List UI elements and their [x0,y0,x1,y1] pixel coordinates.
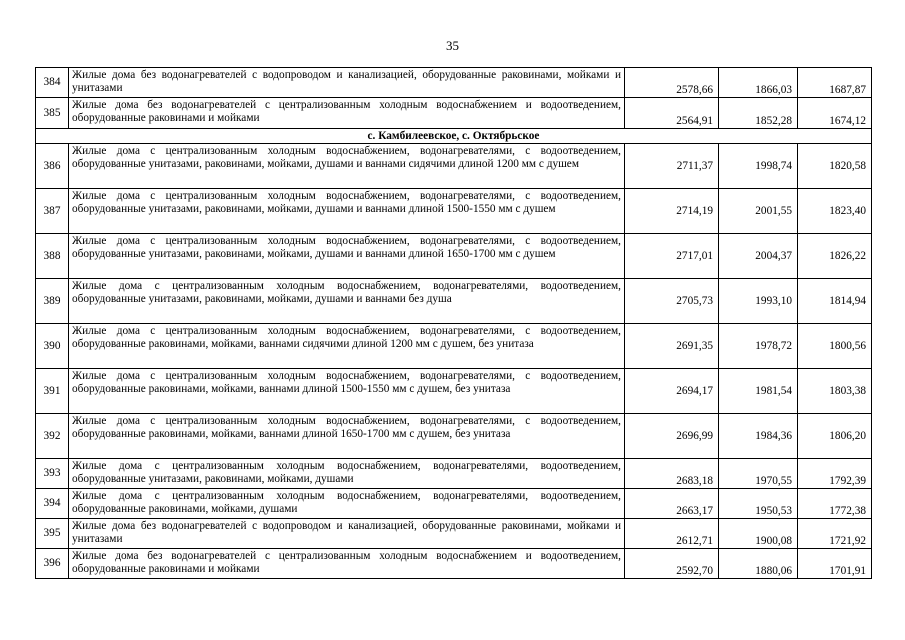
row-number: 396 [36,549,69,579]
row-description: Жилые дома с централизованным холодным водоснабжением, водонагревателями, с водоотведением, оборудованные унитазами, раковинами, мойками, душами и ваннами сидячими длиной 1200 мм с душем [69,144,625,189]
row-description: Жилые дома без водонагревателей с водопроводом и канализацией, оборудованные раковинами, мойками и унитазами [69,519,625,549]
row-value-2: 1866,03 [719,68,798,98]
table-row [36,324,872,369]
row-number: 392 [36,414,69,459]
row-value-1: 2711,37 [625,144,719,189]
row-number: 388 [36,234,69,279]
tariff-table-body [36,68,872,579]
row-description: Жилые дома с централизованным холодным водоснабжением, водонагревателями, водоотведением, оборудованные унитазами, раковинами, мойками, душами и ваннами без душа [69,279,625,324]
row-description: Жилые дома без водонагревателей с централизованным холодным водоснабжением и водоотведением, оборудованные раковинами и мойками [69,549,625,579]
row-value-2: 1950,53 [719,489,798,519]
row-value-3: 1701,91 [798,549,872,579]
row-description: Жилые дома без водонагревателей с водопроводом и канализацией, оборудованные раковинами, мойками и унитазами [69,68,625,98]
section-header-row [36,129,872,144]
table-row [36,234,872,279]
row-description: Жилые дома с централизованным холодным водоснабжением, водонагревателями, водоотведением, оборудованные унитазами, раковинами, мойками, душами [69,459,625,489]
row-number: 389 [36,279,69,324]
row-value-2: 1978,72 [719,324,798,369]
row-number: 390 [36,324,69,369]
row-description: Жилые дома с централизованным холодным водоснабжением, водонагревателями, с водоотведением, оборудованные раковинами, мойками, ваннами сидячими длиной 1200 мм с душем, без унитаза [69,324,625,369]
row-value-1: 2694,17 [625,369,719,414]
row-number: 385 [36,98,69,129]
row-description: Жилые дома с централизованным холодным водоснабжением, водонагревателями, с водоотведением, оборудованные раковинами, мойками, ваннами длиной 1500-1550 мм с душем, без унитаза [69,369,625,414]
row-value-2: 2001,55 [719,189,798,234]
row-value-3: 1803,38 [798,369,872,414]
row-number: 386 [36,144,69,189]
tariff-table [35,67,872,579]
row-value-2: 1970,55 [719,459,798,489]
row-description: Жилые дома с централизованным холодным водоснабжением, водонагревателями, с водоотведением, оборудованные раковинами, мойками, ваннами длиной 1650-1700 мм с душем, без унитаза [69,414,625,459]
row-number: 391 [36,369,69,414]
row-value-2: 1981,54 [719,369,798,414]
row-value-3: 1792,39 [798,459,872,489]
row-value-3: 1800,56 [798,324,872,369]
section-title: с. Камбилеевское, с. Октябрьское [36,129,872,144]
table-row [36,369,872,414]
table-row [36,144,872,189]
row-value-3: 1820,58 [798,144,872,189]
row-description: Жилые дома без водонагревателей с централизованным холодным водоснабжением и водоотведением, оборудованные раковинами и мойками [69,98,625,129]
row-value-3: 1674,12 [798,98,872,129]
row-number: 393 [36,459,69,489]
table-row [36,68,872,98]
table-row [36,414,872,459]
row-value-1: 2612,71 [625,519,719,549]
row-value-1: 2578,66 [625,68,719,98]
row-value-3: 1721,92 [798,519,872,549]
table-row [36,489,872,519]
row-value-3: 1814,94 [798,279,872,324]
row-value-2: 2004,37 [719,234,798,279]
row-value-3: 1826,22 [798,234,872,279]
table-row [36,98,872,129]
table-row [36,459,872,489]
table-row [36,519,872,549]
table-row [36,549,872,579]
row-number: 387 [36,189,69,234]
row-value-3: 1772,38 [798,489,872,519]
row-value-1: 2564,91 [625,98,719,129]
row-number: 394 [36,489,69,519]
row-number: 395 [36,519,69,549]
row-value-1: 2691,35 [625,324,719,369]
row-value-1: 2683,18 [625,459,719,489]
row-value-2: 1852,28 [719,98,798,129]
page-number: 35 [446,38,459,53]
row-description: Жилые дома с централизованным холодным водоснабжением, водонагревателями, с водоотведением, оборудованные унитазами, раковинами, мойками, душами и ваннами длиной 1650-1700 мм с душем [69,234,625,279]
row-value-3: 1823,40 [798,189,872,234]
row-value-1: 2696,99 [625,414,719,459]
row-value-2: 1998,74 [719,144,798,189]
row-value-1: 2663,17 [625,489,719,519]
row-value-3: 1806,20 [798,414,872,459]
row-value-1: 2592,70 [625,549,719,579]
row-value-1: 2705,73 [625,279,719,324]
row-value-3: 1687,87 [798,68,872,98]
row-value-1: 2714,19 [625,189,719,234]
row-value-2: 1880,06 [719,549,798,579]
row-description: Жилые дома с централизованным холодным водоснабжением, водонагревателями, водоотведением, оборудованные раковинами, мойками, душами [69,489,625,519]
row-number: 384 [36,68,69,98]
table-row [36,279,872,324]
table-row [36,189,872,234]
row-value-2: 1993,10 [719,279,798,324]
row-description: Жилые дома с централизованным холодным водоснабжением, водонагревателями, с водоотведением, оборудованные унитазами, раковинами, мойками, душами и ваннами длиной 1500-1550 мм с душем [69,189,625,234]
row-value-1: 2717,01 [625,234,719,279]
row-value-2: 1900,08 [719,519,798,549]
row-value-2: 1984,36 [719,414,798,459]
